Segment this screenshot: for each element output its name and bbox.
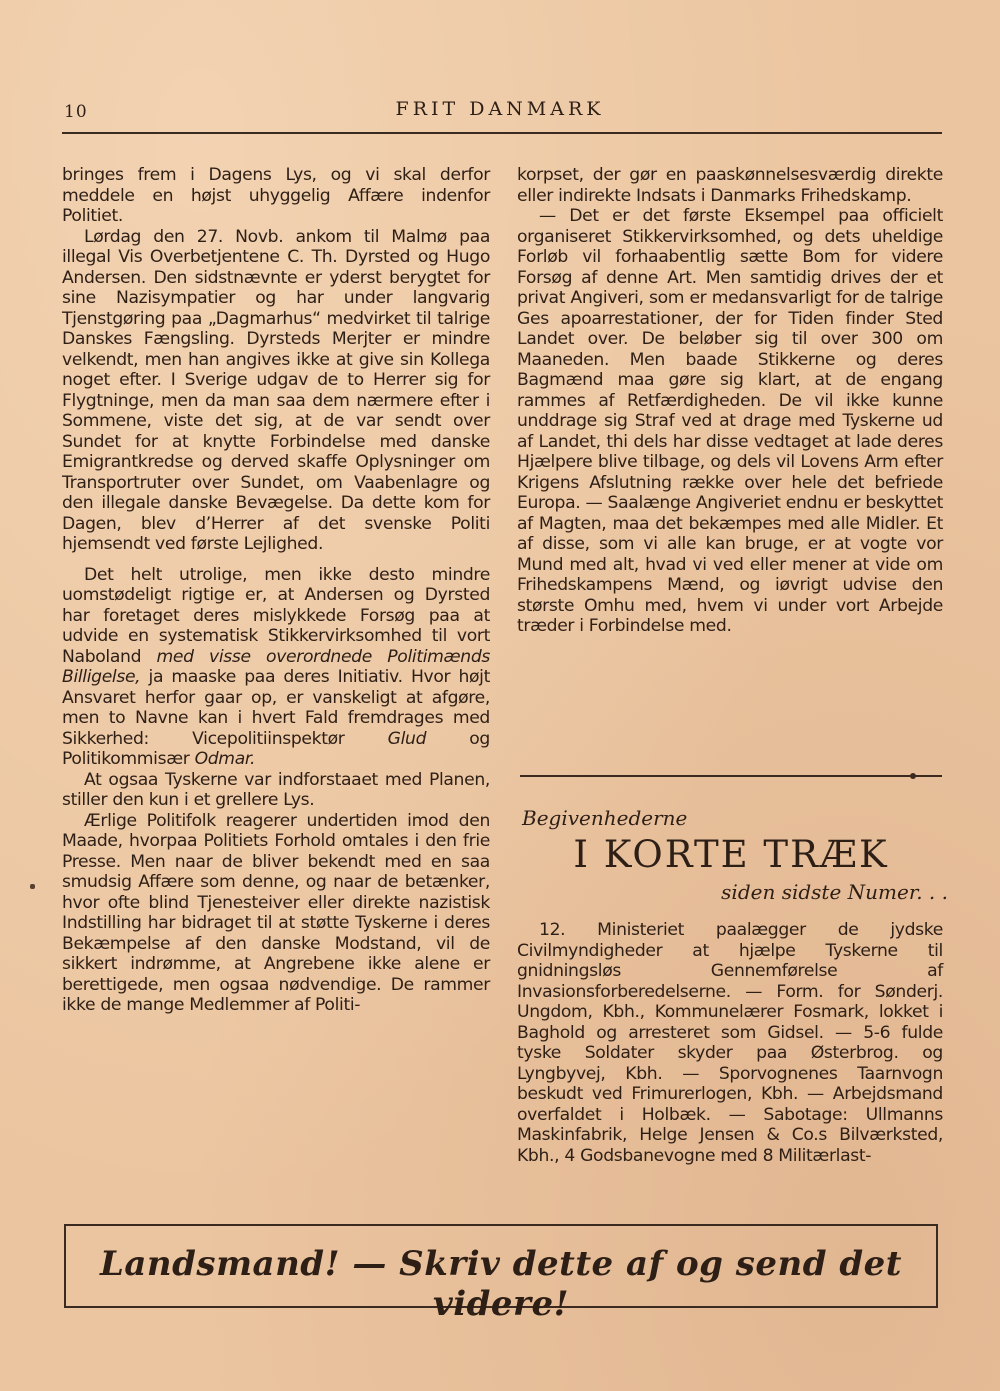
left-column [62, 165, 490, 1016]
paragraph: bringes frem i Dagens Lys, og vi skal derfor meddele en højst uhyggelig Affære indenfor Politiet. [62, 165, 490, 226]
text-run: Det helt utrolige, men ikke desto mindre uomstødeligt rigtige er, at Andersen og Dyrsted har foretaget deres mislykkede Forsøg paa at udvide en systematisk Stikkervirksomhed til vort Naboland [62, 564, 490, 667]
paragraph: Lørdag den 27. Novb. ankom til Malmø paa illegal Vis Overbetjentene C. Th. Dyrsted og Hugo Andersen. Den sidstnævnte er yderst berygtet for sine Nazisympatier og har under langvarig Tjenstgøring paa „Dagmarhus“ medvirket til talrige Danskes Fængsling. Dyrsteds Merjter er mindre velkendt, men han angives ikke at give sin Kollega noget efter. I Sverige udgav de to Herrer sig for Flygtninge, men da man saa dem nærmere efter i Sommene, viste det sig, at de var sendt over Sundet for at knytte Forbindelse med danske Emigrantkredse og derved skaffe Oplysninger om Transportruter over Sundet, om Vaabenlagre og den illegale danske Bevægelse. Da dette kom for Dagen, blev d’Herrer af det svenske Politi hjemsendt ved første Lejlighed. [62, 226, 490, 554]
right-column [517, 165, 943, 637]
margin-mark [30, 884, 35, 889]
news-headline: I KORTE TRÆK [573, 833, 889, 876]
news-text: 12. Ministeriet paalægger de jydske Civilmyndigheder at hjælpe Tyskerne til gnidningsløs Gennemførelse af Invasionsforberedelserne. — Form. for Sønderj. Ungdom, Kbh., Kommunelærer Fosmark, lokket i Baghold og arresteret som Gidsel. — 5-6 fulde tyske Soldater skyder paa Østerbrog. og Lyngbyvej, Kbh. — Sporvognenes Taarnvogn beskudt ved Frimurerlogen, Kbh. — Arbejdsmand overfaldet i Holbæk. — Sabotage: Ullmanns Maskinfabrik, Helge Jensen & Co.s Bilværksted, Kbh., 4 Godsbanevogne med 8 Militærlast- [517, 920, 943, 1166]
text-run: ja maaske paa deres Initiativ. Hvor højt Ansvaret herfor gaar op, er vanskeligt at afgøre, men to Navne kan i hvert Fald fremdrages med Sikkerhed: Vicepolitiinspektør [62, 667, 490, 749]
slogan-text: Landsmand! — Skriv dette af og send det videre! [100, 1244, 902, 1324]
paragraph: Ærlige Politifolk reagerer undertiden imod den Maade, hvorpaa Politiets Forhold omtales i den frie Presse. Men naar de bliver bekendt med en saa smudsig Affære som denne, og naar de betænker, hvor ofte blind Tjenesteiver eller direkte nazistisk Indstilling har bidraget til at støtte Tyskerne i deres Bekæmpelse af den danske Modstand, vil de sikkert indrømme, at Angrebene ikke alene er berettigede, men ogsaa nødvendige. De rammer ikke de mange Medlemmer af Politi- [62, 810, 490, 1015]
paragraph: At ogsaa Tyskerne var indforstaaet med Planen, stiller den kun i et grellere Lys. [62, 769, 490, 810]
paragraph: — Det er det første Eksempel paa officielt organiseret Stikkervirksomhed, og dets uheldige Forløb vil forhaabentlig sætte Bom for videre Forsøg af denne Art. Men samtidig drives der et privat Angiveri, som er medansvarligt for de talrige Ges apoarrestationer, der for Tiden finder Sted Landet over. De beløber sig til over 300 om Maaneden. Men baade Stikkerne og deres Bagmænd maa gøre sig klart, at de engang rammes af Retfærdigheden. De vil ikke kunne unddrage sig Straf ved at drage med Tyskerne ud af Landet, thi dels har disse vedtaget at lade deres Hjælpere blive tilbage, og dels vil Lovens Arm efter Krigens Afslutning række over hele det befriede Europa. — Saalænge Angiveriet endnu er beskyttet af Magten, maa det bekæmpes med alle Midler. Et af disse, som vi alle kan bruge, er at vogte vor Mund med alt, hvad vi ved eller mener at vide om Frihedskampens Mænd, og iøvrigt udvise den største Omhu med, hvem vi under vort Arbejde træder i Forbindelse med. [517, 206, 943, 636]
news-column [517, 920, 943, 1166]
news-kicker: Begivenhederne [522, 806, 688, 830]
italic-text: med visse overordnede Politimænds Billigelse, [62, 646, 490, 687]
italic-name: Odmar. [194, 749, 256, 769]
slogan-box [64, 1224, 938, 1324]
masthead-title: FRIT DANMARK [395, 98, 605, 120]
text-run: og Politikommisær [62, 728, 490, 769]
italic-name: Glud [387, 728, 427, 749]
paragraph [62, 565, 490, 770]
header-rule [62, 132, 942, 134]
page-number: 10 [64, 102, 88, 122]
news-subkicker: siden sidste Numer. . . [721, 880, 948, 904]
divider-dot [910, 773, 916, 779]
paragraph: korpset, der gør en paaskønnelsesværdig direkte eller indirekte Indsats i Danmarks Frihedskamp. [517, 165, 943, 206]
section-divider [520, 775, 942, 777]
